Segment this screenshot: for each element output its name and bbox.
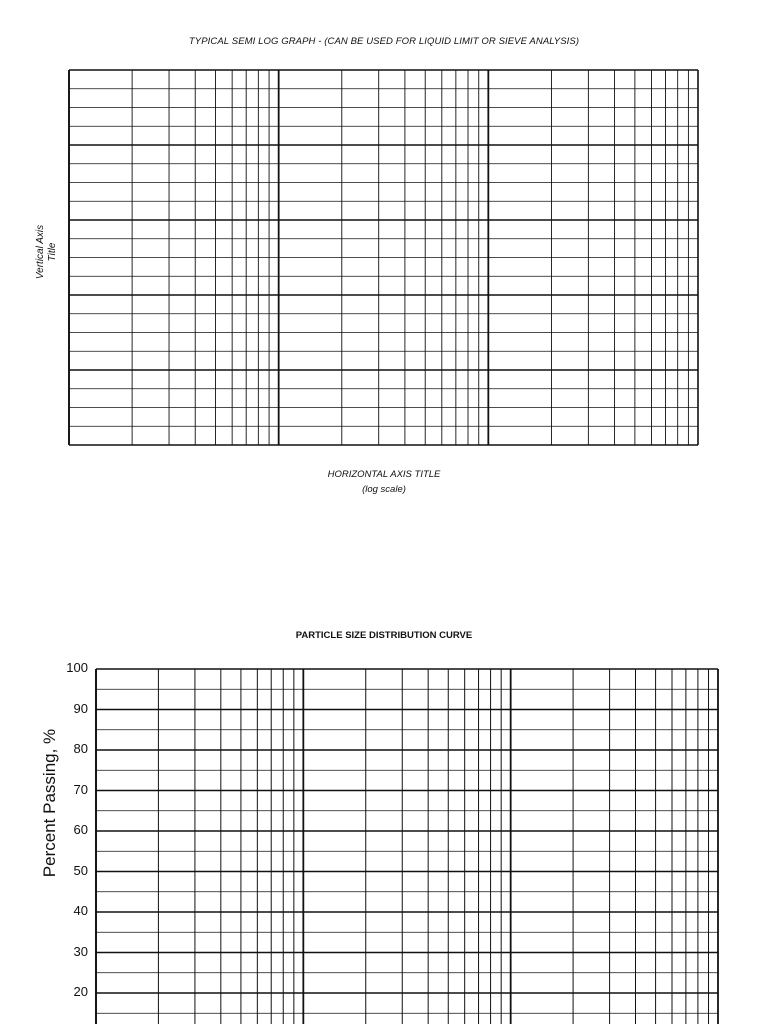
y-tick-label: 90 [73, 700, 88, 716]
percent-passing-axis-label: Percent Passing, % [40, 728, 59, 878]
y-tick-label: 30 [73, 943, 88, 959]
horizontal-axis-title: HORIZONTAL AXIS TITLE [327, 469, 441, 480]
semi-log-graph-title: TYPICAL SEMI LOG GRAPH - (CAN BE USED FOR LIQUID LIMIT OR SIEVE ANALYSIS) [188, 36, 580, 47]
y-tick-label: 100 [66, 660, 88, 675]
y-tick-label: 70 [73, 781, 88, 797]
vertical-axis-title: Vertical Axis Title [35, 224, 58, 280]
y-tick-label: 40 [73, 903, 88, 918]
y-tick-label: 20 [73, 984, 88, 999]
y-tick-label: 50 [73, 862, 88, 878]
particle-size-chart-title: PARTICLE SIZE DISTRIBUTION CURVE [295, 630, 473, 641]
y-tick-label: 80 [73, 741, 88, 756]
y-tick-label: 60 [73, 822, 88, 837]
horizontal-axis-note: (log scale) [362, 484, 406, 495]
